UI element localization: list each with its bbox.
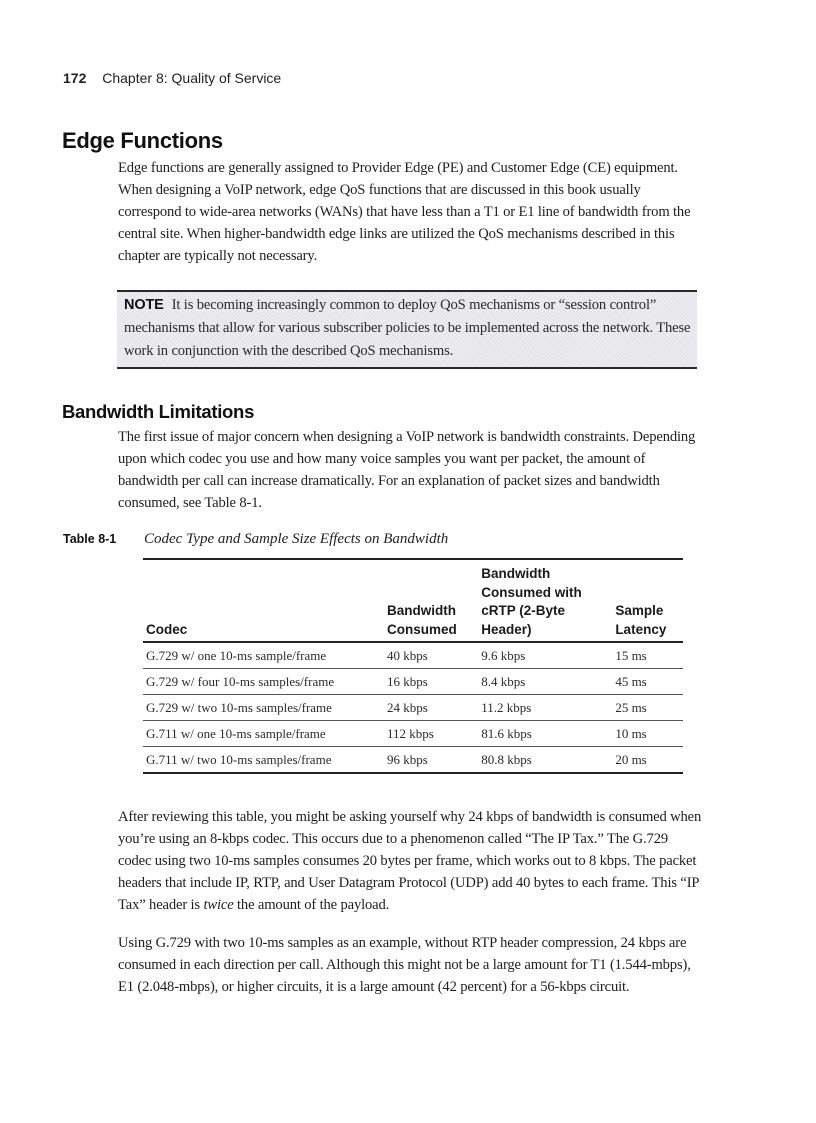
- table-number: Table 8-1: [63, 532, 117, 546]
- running-header: [63, 70, 281, 86]
- page-number: 172: [63, 70, 87, 86]
- column-header-bandwidth-crtp: Bandwidth Consumed with cRTP (2-Byte Header): [478, 559, 612, 642]
- table-row: [143, 721, 683, 747]
- ip-tax-paragraph: [118, 806, 703, 916]
- cell-codec: G.711 w/ one 10-ms sample/frame: [143, 721, 384, 747]
- cell-bandwidth: 40 kbps: [384, 642, 478, 669]
- emphasis-twice: twice: [203, 897, 234, 913]
- note-box: [117, 290, 697, 369]
- cell-bandwidth: 112 kbps: [384, 721, 478, 747]
- edge-functions-paragraph: Edge functions are generally assigned to Provider Edge (PE) and Customer Edge (CE) equipment. When designing a VoIP network, edge QoS functions that are discussed in this book usually correspond to wide-area networks (WANs) that have less than a T1 or E1 line of bandwidth from the central site. When higher-bandwidth edge links are utilized the QoS mechanisms described in this chapter are typically not necessary.: [118, 160, 691, 264]
- note-label: NOTE: [124, 297, 164, 313]
- cell-codec: G.729 w/ four 10-ms samples/frame: [143, 669, 384, 695]
- cell-latency: 10 ms: [612, 721, 683, 747]
- cell-codec: G.729 w/ one 10-ms sample/frame: [143, 642, 384, 669]
- cell-latency: 45 ms: [612, 669, 683, 695]
- cell-latency: 25 ms: [612, 695, 683, 721]
- column-header-codec: Codec: [143, 559, 384, 642]
- table-row: [143, 695, 683, 721]
- table-caption: [63, 530, 448, 548]
- table-row: [143, 642, 683, 669]
- cell-bandwidth: 96 kbps: [386, 751, 428, 767]
- cell-codec: G.729 w/ two 10-ms samples/frame: [143, 695, 384, 721]
- note-text: It is becoming increasingly common to deploy QoS mechanisms or “session control” mechanisms that allow for various subscriber policies to be implemented across the network. These work in conjunction with the described QoS mechanisms.: [124, 297, 691, 359]
- chapter-title: Chapter 8: Quality of Service: [102, 70, 282, 86]
- cell-bandwidth-crtp: 81.6 kbps: [478, 721, 612, 747]
- table-row: [143, 747, 683, 774]
- cell-bandwidth-crtp: 9.6 kbps: [478, 642, 612, 669]
- table-title: Codec Type and Sample Size Effects on Bandwidth: [144, 531, 449, 547]
- table-row: [143, 669, 683, 695]
- section-title-bandwidth-limitations: Bandwidth Limitations: [62, 401, 255, 422]
- cell-bandwidth: 24 kbps: [384, 695, 478, 721]
- codec-bandwidth-table: [143, 558, 683, 774]
- cell-bandwidth-crtp: 80.8 kbps: [481, 751, 532, 767]
- column-header-sample-latency: Sample Latency: [612, 559, 683, 642]
- cell-codec: G.711 w/ two 10-ms samples/frame: [146, 751, 332, 767]
- cell-latency: 15 ms: [612, 642, 683, 669]
- cell-bandwidth-crtp: 8.4 kbps: [478, 669, 612, 695]
- g729-example-paragraph: Using G.729 with two 10-ms samples as an example, without RTP header compression, 24 kbps are consumed in each direction per call. Although this might not be a large amount for T1 (1.544-mbps), E1 (2.048-mbps), or higher circuits, it is a large amount (42 percent) for a 56-kbps circuit.: [118, 935, 691, 995]
- section-title-edge-functions: Edge Functions: [62, 128, 223, 153]
- bandwidth-limitations-paragraph: The first issue of major concern when designing a VoIP network is bandwidth constraints. Depending upon which codec you use and how many voice samples you want per packet, the amount of bandwidth per call can increase dramatically. For an explanation of packet sizes and bandwidth consumed, see Table 8-1.: [118, 429, 696, 511]
- cell-bandwidth-crtp: 11.2 kbps: [478, 695, 612, 721]
- table-header-row: [143, 559, 683, 642]
- ip-tax-text-end: the amount of the payload.: [233, 897, 390, 913]
- cell-bandwidth: 16 kbps: [384, 669, 478, 695]
- cell-latency: 20 ms: [615, 751, 647, 767]
- note-content: [117, 292, 697, 363]
- column-header-bandwidth-consumed: Bandwidth Consumed: [384, 559, 478, 642]
- ip-tax-text-start: After reviewing this table, you might be asking yourself why 24 kbps of bandwidth is consumed when you’re using an 8-kbps codec. This occurs due to a phenomenon called “The IP Tax.” The G.729 codec using two 10-ms samples consumes 20 bytes per frame, which works out to 8 kbps. The packet headers that include IP, RTP, and User Datagram Protocol (UDP) add 40 bytes to each frame. This “IP Tax” header is: [118, 809, 702, 913]
